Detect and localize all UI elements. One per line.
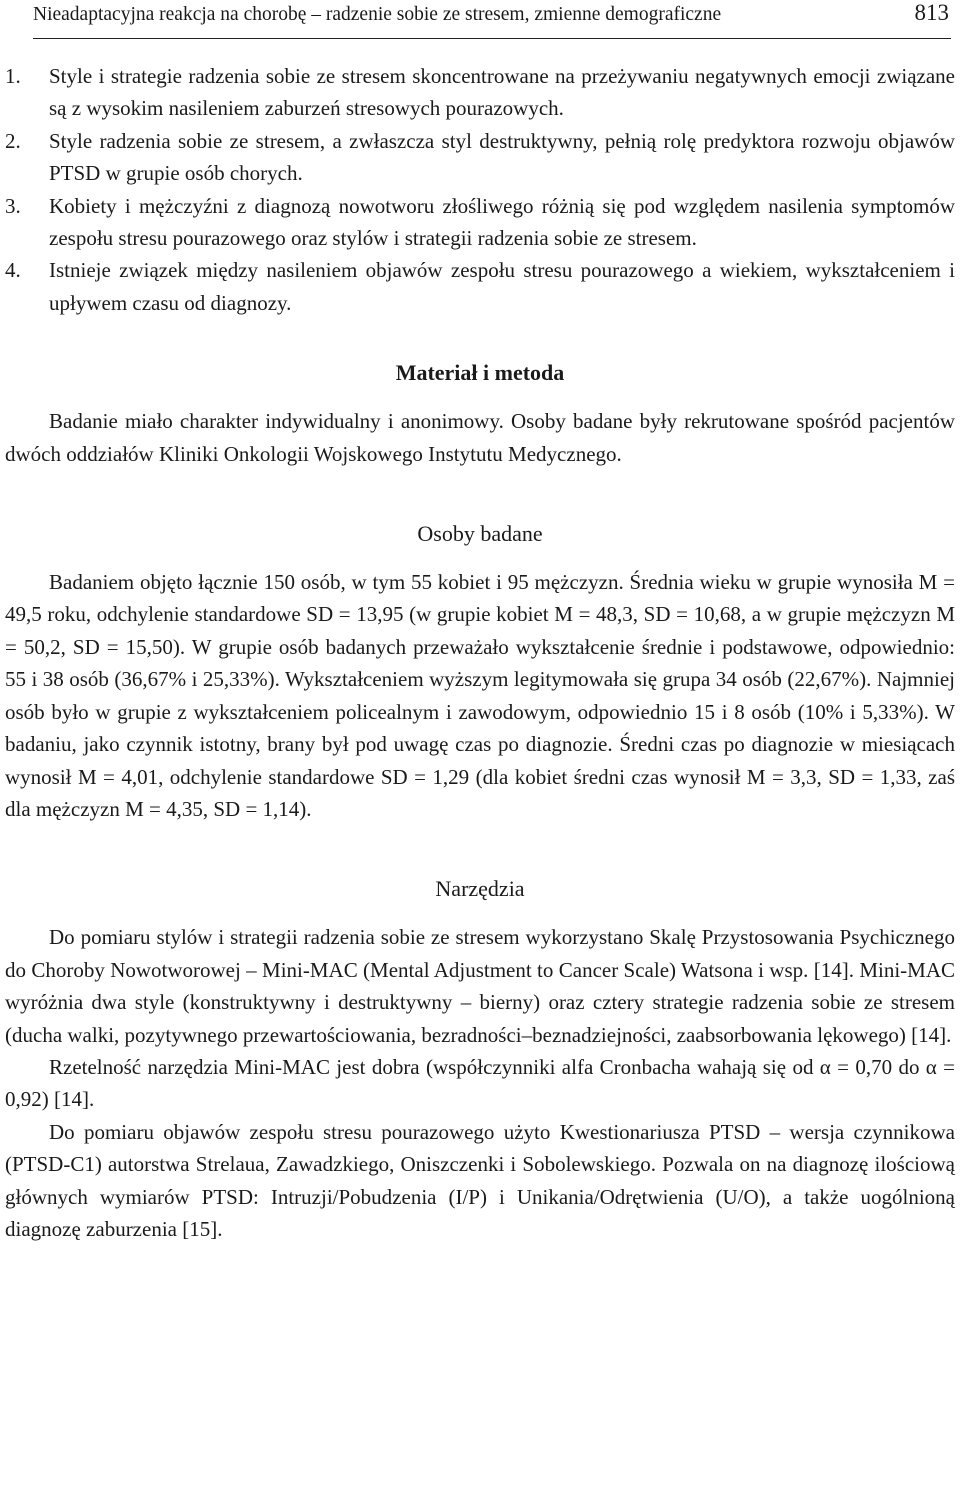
tools-paragraph: Rzetelność narzędzia Mini-MAC jest dobra (współczynniki alfa Cronbacha wahają się od α = 0,70 do α = 0,92) [14]. <box>5 1054 955 1112</box>
tools-paragraph: Do pomiaru stylów i strategii radzenia sobie ze stresem wykorzystano Skalę Przystosowania Psychicznego do Choroby Nowotworowej – Mini-MAC (Mental Adjustment to Cancer Scale) Watsona i wsp. [14]. Mini-MAC wyróżnia dwa style (konstruktywny i destruktywny – bierny) oraz cztery strategie radzenia sobie ze stresem (ducha walki, pozytywnego przewartościowania, bezradności–beznadziejności, zaabsorbowania lękowego) [14]. <box>5 925 955 1047</box>
hypothesis-number: 4. <box>5 258 21 283</box>
subjects-paragraph: Badaniem objęto łącznie 150 osób, w tym 55 kobiet i 95 mężczyzn. Średnia wieku w grupie wynosiła M = 49,5 roku, odchylenie standardowe SD = 13,95 (w grupie kobiet M = 48,3, SD = 10,68, a w grupie mężczyzn M = 50,2, SD = 15,50). W grupie osób badanych przeważało wykształcenie średnie i podstawowe, odpowiednio: 55 i 38 osób (36,67% i 25,33%). Wykształceniem wyższym legitymowała się grupa 34 osób (22,67%). Najmniej osób było w grupie z wykształceniem policealnym i zawodowym, odpowiednio 15 i 8 osób (10% i 5,33%). W badaniu, jako czynnik istotny, brany był pod uwagę czas po diagnozie. Średni czas po diagnozie w miesiącach wynosił M = 4,01, odchylenie standardowe SD = 1,29 (dla kobiet średni czas wynosił M = 3,3, SD = 1,33, zaś dla mężczyzn M = 4,35, SD = 1,14). <box>5 570 955 821</box>
hypothesis-item <box>5 125 955 190</box>
hypothesis-text: Istnieje związek między nasileniem objawów zespołu stresu pourazowego a wiekiem, wykształceniem i upływem czasu od diagnozy. <box>49 258 955 315</box>
hypothesis-text: Style i strategie radzenia sobie ze stresem skoncentrowane na przeżywaniu negatywnych emocji związane są z wysokim nasileniem zaburzeń stresowych pourazowych. <box>49 64 955 121</box>
section-heading-subjects: Osoby badane <box>417 521 543 547</box>
material-paragraph: Badanie miało charakter indywidualny i anonimowy. Osoby badane były rekrutowane spośród pacjentów dwóch oddziałów Kliniki Onkologii Wojskowego Instytutu Medycznego. <box>5 409 955 466</box>
hypothesis-item <box>5 190 955 255</box>
hypothesis-text: Style radzenia sobie ze stresem, a zwłaszcza styl destruktywny, pełnią rolę predyktora rozwoju objawów PTSD w grupie osób chorych. <box>49 128 955 186</box>
tools-paragraph: Do pomiaru objawów zespołu stresu pourazowego użyto Kwestionariusza PTSD – wersja czynnikowa (PTSD-C1) autorstwa Strelaua, Zawadzkiego, Oniszczenki i Sobolewskiego. Pozwala on na diagnozę ilościową głównych wymiarów PTSD: Intruzji/Pobudzenia (I/P) i Unikania/Odrętwienia (U/O), a także uogólnioną diagnozę zaburzenia [15]. <box>5 1119 955 1241</box>
section-heading-tools: Narzędzia <box>435 876 525 902</box>
page-content <box>5 60 955 1245</box>
page-number: 813 <box>914 0 949 25</box>
hypothesis-number: 2. <box>5 128 21 153</box>
hypothesis-number: 3. <box>5 193 21 218</box>
hypotheses-list <box>5 60 955 319</box>
running-title: Nieadaptacyjna reakcja na chorobę – radzenie sobie ze stresem, zmienne demograficzne <box>33 4 722 25</box>
hypothesis-number: 1. <box>5 64 21 88</box>
hypothesis-item <box>5 254 955 319</box>
running-header <box>33 0 951 39</box>
hypothesis-text: Kobiety i mężczyźni z diagnozą nowotworu złośliwego różnią się pod względem nasilenia symptomów zespołu stresu pourazowego oraz stylów i strategii radzenia sobie ze stresem. <box>49 193 955 251</box>
hypothesis-item <box>5 60 955 125</box>
section-heading-material: Materiał i metoda <box>395 360 565 386</box>
